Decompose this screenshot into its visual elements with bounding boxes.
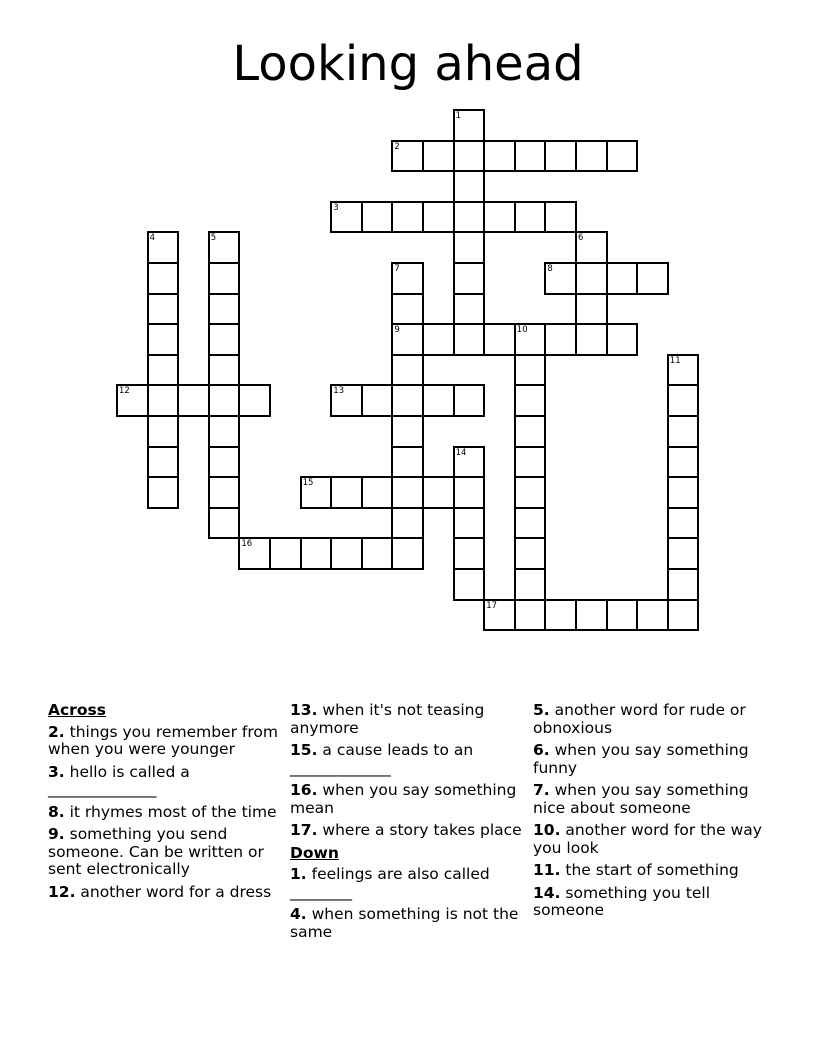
clue-across-3: 3. hello is called a ______________: [48, 762, 190, 798]
cell-number: 13: [333, 386, 345, 397]
clue-down-14: 14. something you tell someone: [533, 883, 711, 919]
grid-cell[interactable]: [575, 140, 608, 173]
clue-down-6: 6. when you say something funny: [533, 741, 749, 777]
grid-cell[interactable]: [606, 323, 639, 356]
cell-number: 12: [119, 386, 130, 397]
grid-cell[interactable]: [514, 507, 547, 540]
grid-cell[interactable]: [391, 262, 424, 295]
grid-cell[interactable]: [453, 201, 486, 234]
grid-cell[interactable]: [483, 323, 516, 356]
grid-cell[interactable]: [514, 354, 547, 387]
grid-cell[interactable]: [361, 476, 394, 509]
grid-cell[interactable]: [514, 446, 547, 479]
grid-cell[interactable]: [391, 446, 424, 479]
grid-cell[interactable]: [453, 293, 486, 326]
grid-cell[interactable]: [514, 201, 547, 234]
grid-cell[interactable]: [606, 262, 639, 295]
cell-number: 9: [394, 325, 400, 336]
grid-cell[interactable]: [177, 384, 210, 417]
clue-across-2: 2. things you remember from when you were younger: [48, 722, 278, 758]
down-heading: Down: [290, 843, 339, 862]
cell-number: 6: [578, 233, 584, 244]
clue-across-17: 17. where a story takes place: [290, 821, 522, 839]
grid-cell[interactable]: [391, 415, 424, 448]
grid-cell[interactable]: [483, 201, 516, 234]
grid-cell[interactable]: [544, 140, 577, 173]
clue-down-7: 7. when you say something nice about someone: [533, 781, 749, 817]
grid-cell[interactable]: [147, 415, 180, 448]
cell-number: 3: [333, 202, 339, 213]
grid-cell[interactable]: [147, 476, 180, 509]
grid-cell[interactable]: [391, 537, 424, 570]
grid-cell[interactable]: [544, 323, 577, 356]
cell-number: 4: [149, 233, 156, 244]
grid-cell[interactable]: [391, 201, 424, 234]
grid-cell[interactable]: [422, 323, 455, 356]
grid-cell[interactable]: [208, 384, 241, 417]
grid-cell[interactable]: [300, 537, 333, 570]
grid-cell[interactable]: [453, 140, 486, 173]
grid-cell[interactable]: [391, 384, 424, 417]
grid-cell[interactable]: [667, 354, 700, 387]
puzzle-title: Looking ahead: [232, 36, 584, 92]
grid-cell[interactable]: [453, 507, 486, 540]
grid-cell[interactable]: [208, 262, 241, 295]
grid-cell[interactable]: [208, 354, 241, 387]
grid-cell[interactable]: [391, 323, 424, 356]
grid-cell[interactable]: [514, 384, 547, 417]
grid-cell[interactable]: [147, 354, 180, 387]
grid-cell[interactable]: [575, 293, 608, 326]
grid-cell[interactable]: [453, 568, 486, 601]
grid-cell[interactable]: [575, 231, 608, 264]
grid-cell[interactable]: [575, 599, 608, 632]
grid-cell[interactable]: [514, 599, 547, 632]
grid-cell[interactable]: [269, 537, 302, 570]
clue-across-9: 9. something you send someone. Can be written or sent electronically: [48, 825, 264, 878]
grid-cell[interactable]: [238, 537, 271, 570]
cell-number: 7: [394, 264, 400, 274]
grid-cell[interactable]: [453, 231, 486, 264]
grid-cell[interactable]: [361, 537, 394, 570]
clue-down-5: 5. another word for rude or obnoxious: [533, 701, 746, 737]
grid-cell[interactable]: [575, 323, 608, 356]
grid-cell[interactable]: [330, 476, 363, 509]
grid-cell[interactable]: [391, 293, 424, 326]
clues-column-1: [48, 702, 290, 906]
grid-cell[interactable]: [514, 415, 547, 448]
cell-number: 10: [516, 325, 528, 336]
grid-cell[interactable]: [147, 293, 180, 326]
grid-cell[interactable]: [422, 201, 455, 234]
grid-cell[interactable]: [453, 323, 486, 356]
grid-cell[interactable]: [667, 415, 700, 448]
clue-down-4: 4. when something is not the same: [290, 905, 519, 941]
grid-cell[interactable]: [667, 446, 700, 479]
clue-down-11: 11. the start of something: [533, 861, 739, 879]
grid-cell[interactable]: [422, 476, 455, 509]
grid-cell[interactable]: [453, 537, 486, 570]
grid-cell[interactable]: [330, 384, 363, 417]
grid-cell[interactable]: [422, 140, 455, 173]
grid-cell[interactable]: [667, 599, 700, 632]
cell-number: 8: [547, 264, 553, 274]
grid-cell[interactable]: [391, 507, 424, 540]
grid-cell[interactable]: [147, 262, 180, 295]
clues-column-2: [290, 702, 532, 946]
grid-cell[interactable]: [514, 568, 547, 601]
grid-cell[interactable]: [147, 446, 180, 479]
grid-cell[interactable]: [147, 384, 180, 417]
cell-number: 17: [486, 600, 498, 611]
grid-cell[interactable]: [208, 507, 241, 540]
grid-cell[interactable]: [391, 476, 424, 509]
across-heading: Across: [48, 701, 106, 719]
grid-cell[interactable]: [544, 599, 577, 632]
grid-cell[interactable]: [575, 262, 608, 295]
grid-cell[interactable]: [606, 599, 639, 632]
grid-cell[interactable]: [147, 231, 180, 264]
grid-cell[interactable]: [453, 109, 486, 142]
clue-across-8: 8. it rhymes most of the time: [48, 802, 277, 821]
grid-cell[interactable]: [453, 446, 486, 479]
grid-cell[interactable]: [116, 384, 149, 417]
grid-cell[interactable]: [667, 568, 700, 601]
grid-cell[interactable]: [208, 476, 241, 509]
cell-number: 1: [455, 111, 462, 121]
grid-cell[interactable]: [330, 537, 363, 570]
grid-cell[interactable]: [667, 537, 700, 570]
grid-cell[interactable]: [208, 446, 241, 479]
grid-cell[interactable]: [453, 384, 486, 417]
grid-cell[interactable]: [514, 323, 547, 356]
grid-cell[interactable]: [544, 262, 577, 295]
grid-cell[interactable]: [361, 384, 394, 417]
cell-number: 11: [669, 355, 681, 366]
clues-column-3: [533, 702, 775, 925]
grid-cell[interactable]: [453, 170, 486, 203]
grid-cell[interactable]: [422, 384, 455, 417]
cell-number: 2: [394, 141, 400, 152]
grid-cell[interactable]: [391, 140, 424, 173]
grid-cell[interactable]: [453, 262, 486, 295]
grid-cell[interactable]: [208, 323, 241, 356]
grid-cell[interactable]: [147, 323, 180, 356]
grid-cell[interactable]: [514, 140, 547, 173]
grid-cell[interactable]: [544, 201, 577, 234]
cell-number: 5: [210, 233, 217, 244]
grid-cell[interactable]: [483, 599, 516, 632]
grid-cell[interactable]: [667, 476, 700, 509]
grid-cell[interactable]: [208, 231, 241, 264]
clue-across-13: 13. when it's not teasing anymore: [290, 701, 485, 737]
grid-cell[interactable]: [483, 140, 516, 173]
clue-down-1: 1. feelings are also called ________: [290, 865, 490, 901]
grid-cell[interactable]: [361, 201, 394, 234]
grid-cell[interactable]: [667, 507, 700, 540]
cell-number: 14: [455, 447, 467, 458]
clue-across-12: 12. another word for a dress: [48, 882, 272, 901]
grid-cell[interactable]: [636, 262, 669, 295]
grid-cell[interactable]: [391, 354, 424, 387]
grid-cell[interactable]: [300, 476, 333, 509]
grid-cell[interactable]: [208, 415, 241, 448]
clue-across-15: 15. a cause leads to an _____________: [290, 741, 474, 777]
cell-number: 16: [241, 539, 253, 550]
grid-cell[interactable]: [514, 476, 547, 509]
grid-cell[interactable]: [330, 201, 363, 234]
grid-cell[interactable]: [238, 384, 271, 417]
grid-cell[interactable]: [514, 537, 547, 570]
cell-number: 15: [302, 478, 314, 489]
grid-cell[interactable]: [636, 599, 669, 632]
grid-cell[interactable]: [453, 476, 486, 509]
grid-cell[interactable]: [667, 384, 700, 417]
grid-cell[interactable]: [208, 293, 241, 326]
clue-across-16: 16. when you say something mean: [290, 781, 517, 817]
clue-down-10: 10. another word for the way you look: [533, 821, 762, 857]
grid-cell[interactable]: [606, 140, 639, 173]
